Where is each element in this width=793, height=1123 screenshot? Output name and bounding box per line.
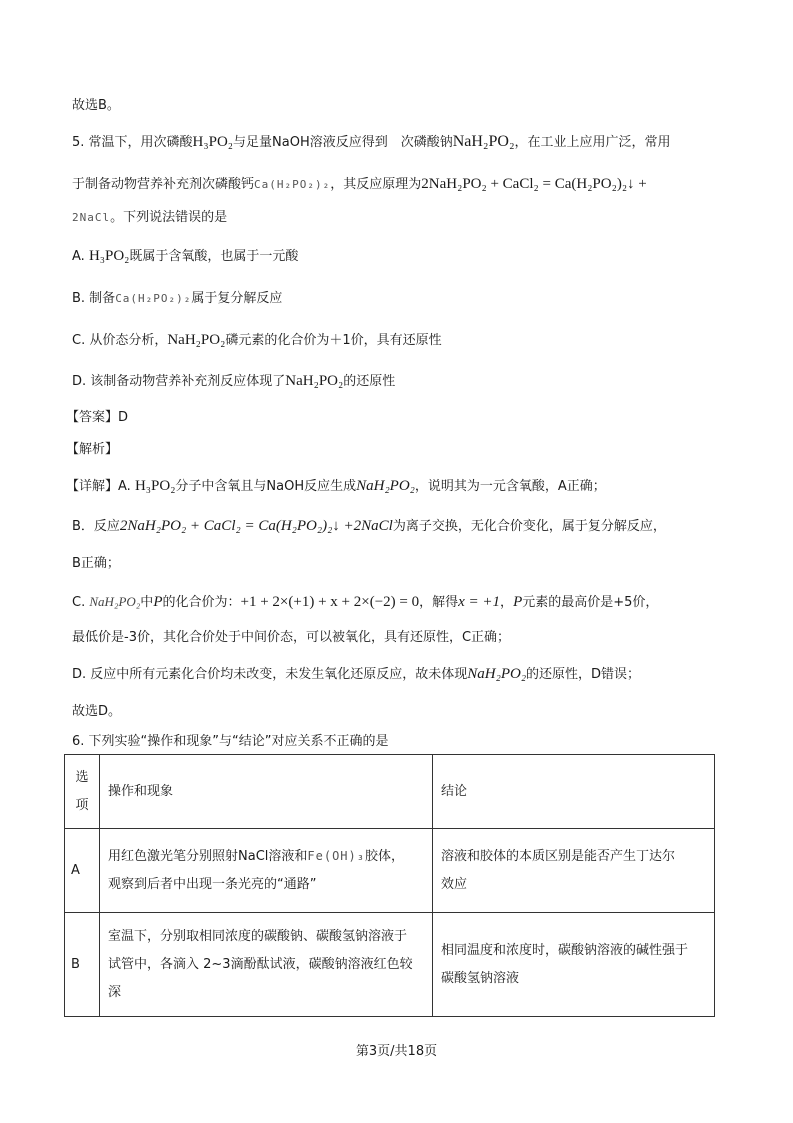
formula-nah2po2: NaH₂PO₂ — [167, 332, 226, 348]
formula-nah2po2: NaH₂PO₂ — [356, 478, 415, 494]
formula-2nacl: 2NaCl — [72, 211, 111, 224]
row-conclusion: 相同温度和浓度时，碳酸钠溶液的碱性强于 碳酸氢钠溶液 — [433, 913, 715, 1017]
experiment-table — [64, 754, 715, 1017]
formula-nah2po2: NaH₂PO₂ — [285, 373, 344, 389]
q5-option-a: A. H₃PO₂既属于含氧酸，也属于一元酸 — [72, 248, 299, 264]
row-operation: 室温下，分别取相同浓度的碳酸钠、碳酸氢钠溶液于 试管中，各滴入 2~3滴酚酞试液，碳酸钠溶液红色较 深 — [100, 913, 433, 1017]
formula-fe-oh-3: Fe(OH)₃ — [307, 849, 365, 863]
q5-option-d: D. 该制备动物营养补充剂反应体现了NaH₂PO₂的还原性 — [72, 373, 396, 389]
page-footer: 第3页/共18页 — [355, 1044, 438, 1059]
row-option: B — [65, 913, 100, 1017]
row-option: A — [65, 829, 100, 913]
q5-stem-line1: 5. 常温下，用次磷酸H₃PO₂与足量NaOH溶液反应得到 次磷酸钠NaH₂PO₂，在工业上应用广泛，常用 — [72, 133, 671, 150]
formula-h3po2: H₃PO₂ — [88, 248, 130, 264]
row-conclusion: 溶液和胶体的本质区别是能否产生丁达尔 效应 — [433, 829, 715, 913]
detail-b: B．反应2NaH₂PO₂ + CaCl₂ = Ca(H₂PO₂)₂↓ +2NaCl为离子交换，无化合价变化，属于复分解反应， — [72, 518, 666, 534]
q5-option-c: C. 从价态分析，NaH₂PO₂磷元素的化合价为＋1价，具有还原性 — [72, 332, 442, 348]
table-row — [65, 913, 715, 1017]
detail-a: 【详解】A. H₃PO₂分子中含氧且与NaOH反应生成NaH₂PO₂，说明其为一元含氧酸，A正确； — [66, 478, 606, 494]
formula-nah2po2: NaH₂PO₂ — [452, 133, 515, 150]
header-conclusion: 结论 — [433, 755, 715, 829]
formula-nah2po2: NaH₂PO₂ — [467, 666, 527, 682]
detail-b-line2: B正确； — [72, 556, 120, 571]
previous-answer: 故选B。 — [72, 98, 120, 113]
answer-label: 【答案】D — [66, 410, 129, 425]
detail-conclusion: 故选D。 — [72, 704, 122, 719]
table-header-row — [65, 755, 715, 829]
q5-stem-line2: 于制备动物营养补充剂次磷酸钙Ca(H₂PO₂)₂，其反应原理为2NaH₂PO₂ + CaCl₂ = Ca(H₂PO₂)₂↓ + — [72, 176, 647, 192]
detail-c-line2: 最低价是-3价，其化合价处于中间价态，可以被氧化，具有还原性，C正确； — [72, 630, 511, 645]
formula-reaction: 2NaH₂PO₂ + CaCl₂ = Ca(H₂PO₂)₂↓ + — [421, 176, 647, 192]
row-operation: 用红色激光笔分别照射NaCl溶液和Fe(OH)₃胶体， 观察到后者中出现一条光亮的“通路” — [100, 829, 433, 913]
q5-stem-line3: 2NaCl。下列说法错误的是 — [72, 210, 228, 225]
formula-h3po2: H₃PO₂ — [134, 478, 176, 494]
detail-c: C. NaH₂PO₂中P的化合价为：+1 + 2×(+1) + x + 2×(−2) = 0，解得x = +1，P元素的最高价是+5价， — [72, 594, 659, 610]
table-row — [65, 829, 715, 913]
formula-reaction: 2NaH₂PO₂ + CaCl₂ = Ca(H₂PO₂)₂↓ +2NaCl — [119, 518, 393, 534]
header-operation: 操作和现象 — [100, 755, 433, 829]
formula-ca-h2po2-2: Ca(H₂PO₂)₂ — [254, 178, 331, 191]
formula-ca-h2po2-2: Ca(H₂PO₂)₂ — [115, 292, 192, 305]
analysis-label: 【解析】 — [66, 442, 119, 457]
detail-d: D. 反应中所有元素化合价均未改变，未发生氧化还原反应，故未体现NaH₂PO₂的还原性，D错误； — [72, 666, 641, 682]
formula-h3po2: H₃PO₂ — [192, 134, 234, 150]
valence-equation: +1 + 2×(+1) + x + 2×(−2) = 0 — [240, 594, 420, 610]
q5-option-b: B. 制备Ca(H₂PO₂)₂属于复分解反应 — [72, 291, 283, 306]
q6-title: 6. 下列实验“操作和现象”与“结论”对应关系不正确的是 — [72, 734, 389, 749]
formula-nah2po2: NaH₂PO₂ — [89, 594, 141, 609]
header-option: 选 项 — [65, 755, 100, 829]
